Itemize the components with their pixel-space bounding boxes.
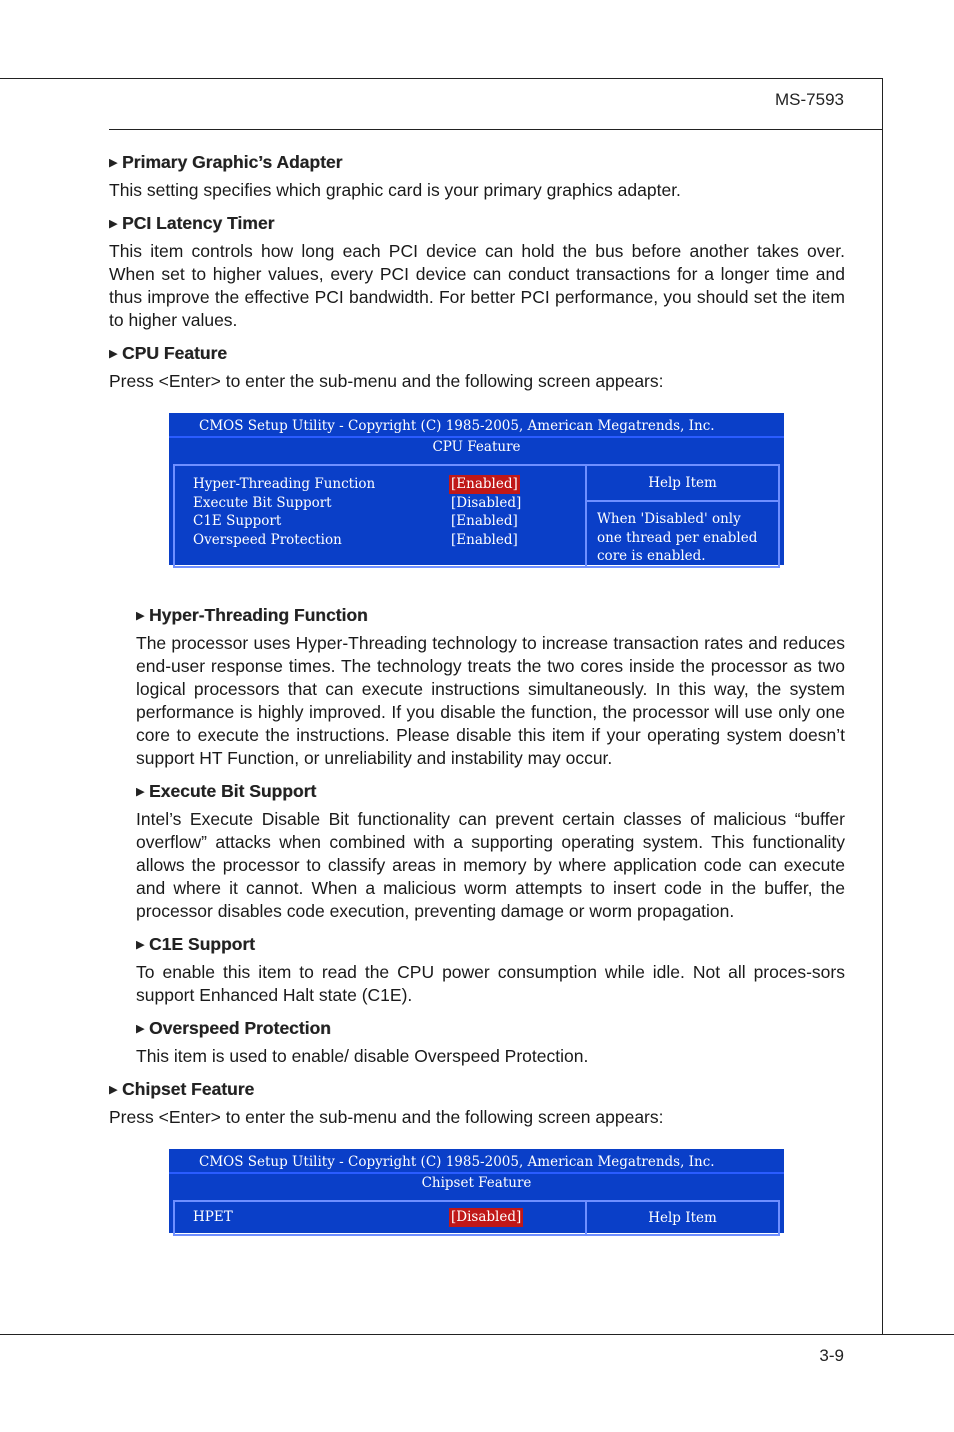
triangle-bullet-icon: ▶: [136, 610, 145, 622]
section-body: To enable this item to read the CPU power consumption while idle. Not all proces-sors support Enhanced Halt state (C1E).: [136, 962, 845, 1005]
bios-settings-panel: [173, 464, 585, 568]
triangle-bullet-icon: ▶: [109, 348, 118, 360]
bios-body: [173, 464, 784, 568]
triangle-bullet-icon: ▶: [136, 786, 145, 798]
bios-help-title: Help Item: [648, 1210, 717, 1226]
heading-text: PCI Latency Timer: [122, 213, 275, 233]
section-body: This item controls how long each PCI device can hold the bus before another takes over. When set to higher values, every PCI device can conduct transactions for a longer time and thus improve the effective PCI bandwidth. For better PCI performance, you should set the item to higher values.: [109, 241, 845, 330]
section-heading: [109, 1077, 845, 1102]
triangle-bullet-icon: ▶: [136, 939, 145, 951]
bios-setting-value[interactable]: [Disabled]: [451, 494, 522, 511]
section-heading: [109, 341, 845, 366]
page-number: 3-9: [819, 1346, 844, 1365]
top-rule: [0, 78, 883, 79]
bios-setting-row[interactable]: [193, 512, 585, 531]
bios-setting-row[interactable]: [193, 531, 585, 550]
bios-help-panel: [585, 464, 780, 568]
bios-settings-panel: [173, 1200, 585, 1236]
section-body: Intel’s Execute Disable Bit functionality can prevent certain classes of malicious “buffer overflow” attacks when combined with a supporting operating system. This functionality allows the processor to classify areas in memory by where application code can execute and where it cannot. When a malicious worm attempts to insert code in the buffer, the processor disables code execution, preventing damage or worm propagation.: [136, 809, 845, 921]
bios-setting-label: Execute Bit Support: [193, 494, 332, 511]
triangle-bullet-icon: ▶: [109, 1084, 118, 1096]
heading-text: CPU Feature: [122, 343, 228, 363]
bios-setting-row[interactable]: [193, 494, 585, 513]
bios-setting-label: Overspeed Protection: [193, 531, 342, 548]
heading-text: C1E Support: [149, 934, 255, 954]
bios-header: CMOS Setup Utility - Copyright (C) 1985-2005, American Megatrends, Inc.: [199, 418, 715, 434]
bios-setting-value[interactable]: [Disabled]: [451, 1209, 522, 1225]
bios-subheader: Chipset Feature: [169, 1172, 784, 1194]
section-heading: [109, 211, 845, 236]
triangle-bullet-icon: ▶: [109, 157, 118, 169]
bios-cpu-feature-screen: [169, 413, 784, 565]
section-heading: [136, 603, 845, 628]
section-body: This setting specifies which graphic card is your primary graphics adapter.: [109, 180, 681, 200]
bios-help-text: When 'Disabled' only one thread per enabled core is enabled.: [597, 511, 758, 564]
header-rule: [109, 129, 883, 130]
heading-text: Chipset Feature: [122, 1079, 255, 1099]
triangle-bullet-icon: ▶: [109, 218, 118, 230]
section-body: Press <Enter> to enter the sub-menu and the following screen appears:: [109, 1107, 664, 1127]
bottom-rule: [0, 1334, 954, 1335]
bios-setting-label: HPET: [193, 1209, 233, 1225]
cpu-feature-subsections: [136, 603, 845, 1068]
page-content: [109, 150, 845, 1233]
bios-body: [173, 1200, 784, 1236]
heading-text: Hyper-Threading Function: [149, 605, 368, 625]
bios-setting-value[interactable]: [Enabled]: [451, 476, 518, 492]
section-heading: [136, 932, 845, 957]
model-number: MS-7593: [775, 90, 844, 109]
section-heading: [136, 1016, 845, 1041]
heading-text: Primary Graphic’s Adapter: [122, 152, 343, 172]
heading-text: Execute Bit Support: [149, 781, 317, 801]
section-body: Press <Enter> to enter the sub-menu and the following screen appears:: [109, 371, 664, 391]
section-body: The processor uses Hyper-Threading technology to increase transaction rates and reduces end-user response times. The technology treats the two cores inside the processor as two logical processors that can execute instructions simultaneously. In this way, the system performance is highly improved. If you disable the function, the processor will use only one core to execute the instructions. Please disable this item if your operating system doesn’t support HT Function, or unreliability and instability may occur.: [136, 633, 845, 768]
bios-setting-label: C1E Support: [193, 513, 282, 529]
bios-setting-value[interactable]: [Enabled]: [451, 513, 518, 529]
section-heading: [136, 779, 845, 804]
section-body: This item is used to enable/ disable Overspeed Protection.: [136, 1046, 589, 1066]
bios-help-panel: [585, 1200, 780, 1236]
bios-setting-row[interactable]: [193, 475, 585, 494]
bios-chipset-feature-screen: [169, 1149, 784, 1233]
bios-setting-value[interactable]: [Enabled]: [451, 531, 518, 548]
section-heading: [109, 150, 845, 175]
bios-header: CMOS Setup Utility - Copyright (C) 1985-2005, American Megatrends, Inc.: [199, 1154, 715, 1170]
heading-text: Overspeed Protection: [149, 1018, 331, 1038]
bios-help-title: Help Item: [587, 466, 778, 502]
bios-setting-row[interactable]: [193, 1208, 585, 1227]
triangle-bullet-icon: ▶: [136, 1023, 145, 1035]
bios-setting-label: Hyper-Threading Function: [193, 476, 376, 492]
bios-subheader: CPU Feature: [169, 436, 784, 458]
right-rule: [882, 78, 883, 1335]
